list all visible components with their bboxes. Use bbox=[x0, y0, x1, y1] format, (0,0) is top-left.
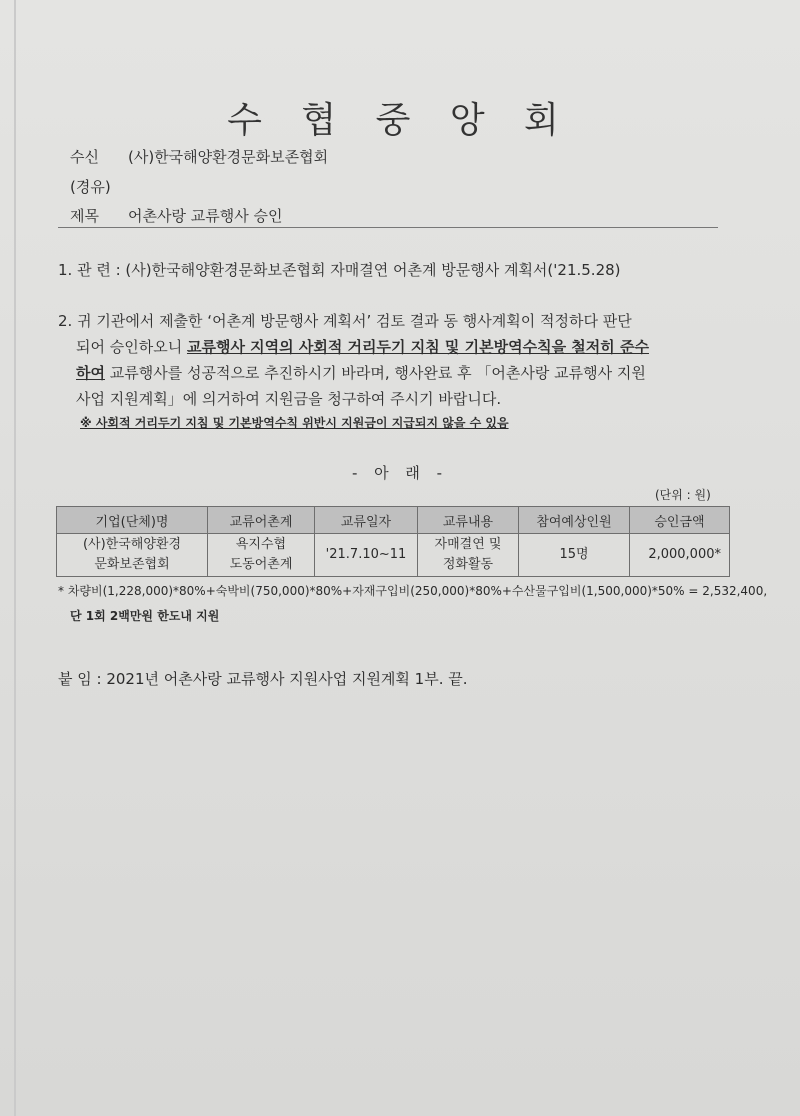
document-title: 수 협 중 앙 회 bbox=[227, 100, 573, 141]
col-header-amount: 승인금액 bbox=[630, 507, 730, 534]
section-heading: - 아 래 - bbox=[351, 464, 449, 482]
table-header-row bbox=[57, 507, 730, 534]
item-2-emphasis: 교류행사 지역의 사회적 거리두기 지침 및 기본방역수칙을 철저히 준수 bbox=[186, 338, 649, 356]
cell-org-line-2: 문화보존협회 bbox=[94, 557, 170, 572]
recipient-label: 수신 bbox=[70, 148, 99, 166]
item-1: 1. 관 련 : (사)한국해양환경문화보존협회 자매결연 어촌계 방문행사 계획서('21.5.28) bbox=[58, 261, 621, 279]
table-row bbox=[57, 534, 730, 577]
warning-note: ※ 사회적 거리두기 지침 및 기본방역수칙 위반시 지원금이 지급되지 않을 수 있음 bbox=[80, 416, 509, 430]
col-header-date: 교류일자 bbox=[315, 507, 418, 534]
unit-note: (단위 : 원) bbox=[655, 488, 711, 502]
col-header-village: 교류어촌계 bbox=[208, 507, 315, 534]
cell-org-line-1: (사)한국해양환경 bbox=[82, 537, 182, 552]
cost-footnote: * 차량비(1,228,000)*80%+숙박비(750,000)*80%+자재구입비(250,000)*80%+수산물구입비(1,500,000)*50% = 2,532,400, bbox=[58, 584, 768, 598]
cell-village-line-1: 욕지수협 bbox=[235, 537, 287, 552]
cell-content bbox=[418, 534, 519, 577]
subject-label: 제목 bbox=[70, 207, 99, 225]
cell-org bbox=[57, 534, 208, 577]
attachment-line: 붙 임 : 2021년 어촌사랑 교류행사 지원사업 지원계획 1부. 끝. bbox=[58, 670, 468, 688]
via-row bbox=[70, 176, 111, 197]
limit-footnote: 단 1회 2백만원 한도내 지원 bbox=[70, 609, 220, 623]
cell-participants: 15명 bbox=[519, 534, 630, 577]
col-header-org: 기업(단체)명 bbox=[57, 507, 208, 534]
item-2-line-1: 2. 귀 기관에서 제출한 ‘어촌계 방문행사 계획서’ 검토 결과 동 행사계획이 적정하다 판단 bbox=[58, 312, 632, 330]
item-2-line-2-text: 되어 승인하오니 bbox=[76, 338, 187, 356]
item-2-emphasis-end: 하여 bbox=[76, 364, 105, 382]
cell-village bbox=[208, 534, 315, 577]
cell-village-line-2: 도동어촌계 bbox=[229, 557, 293, 572]
header-divider bbox=[58, 227, 718, 228]
item-2-line-3-text: 교류행사를 성공적으로 추진하시기 바라며, 행사완료 후 「어촌사랑 교류행사 지원 bbox=[104, 364, 646, 382]
cell-content-line-1: 자매결연 및 bbox=[434, 537, 502, 552]
approval-table bbox=[56, 506, 730, 577]
paper-fold bbox=[14, 0, 16, 1116]
recipient-value: (사)한국해양환경문화보존협회 bbox=[128, 148, 329, 166]
col-header-content: 교류내용 bbox=[418, 507, 519, 534]
item-2-line-4: 사업 지원계획」에 의거하여 지원금을 청구하여 주시기 바랍니다. bbox=[76, 390, 502, 408]
cell-content-line-2: 정화활동 bbox=[442, 557, 494, 572]
item-2-line-2 bbox=[76, 334, 649, 360]
cell-amount: 2,000,000* bbox=[630, 534, 730, 577]
col-header-participants: 참여예상인원 bbox=[519, 507, 630, 534]
subject-row bbox=[70, 205, 282, 226]
item-2-line-3 bbox=[76, 360, 646, 386]
cell-date: '21.7.10~11 bbox=[315, 534, 418, 577]
subject-value: 어촌사랑 교류행사 승인 bbox=[128, 207, 283, 225]
via-label: (경유) bbox=[70, 178, 111, 196]
recipient-row bbox=[70, 146, 328, 167]
